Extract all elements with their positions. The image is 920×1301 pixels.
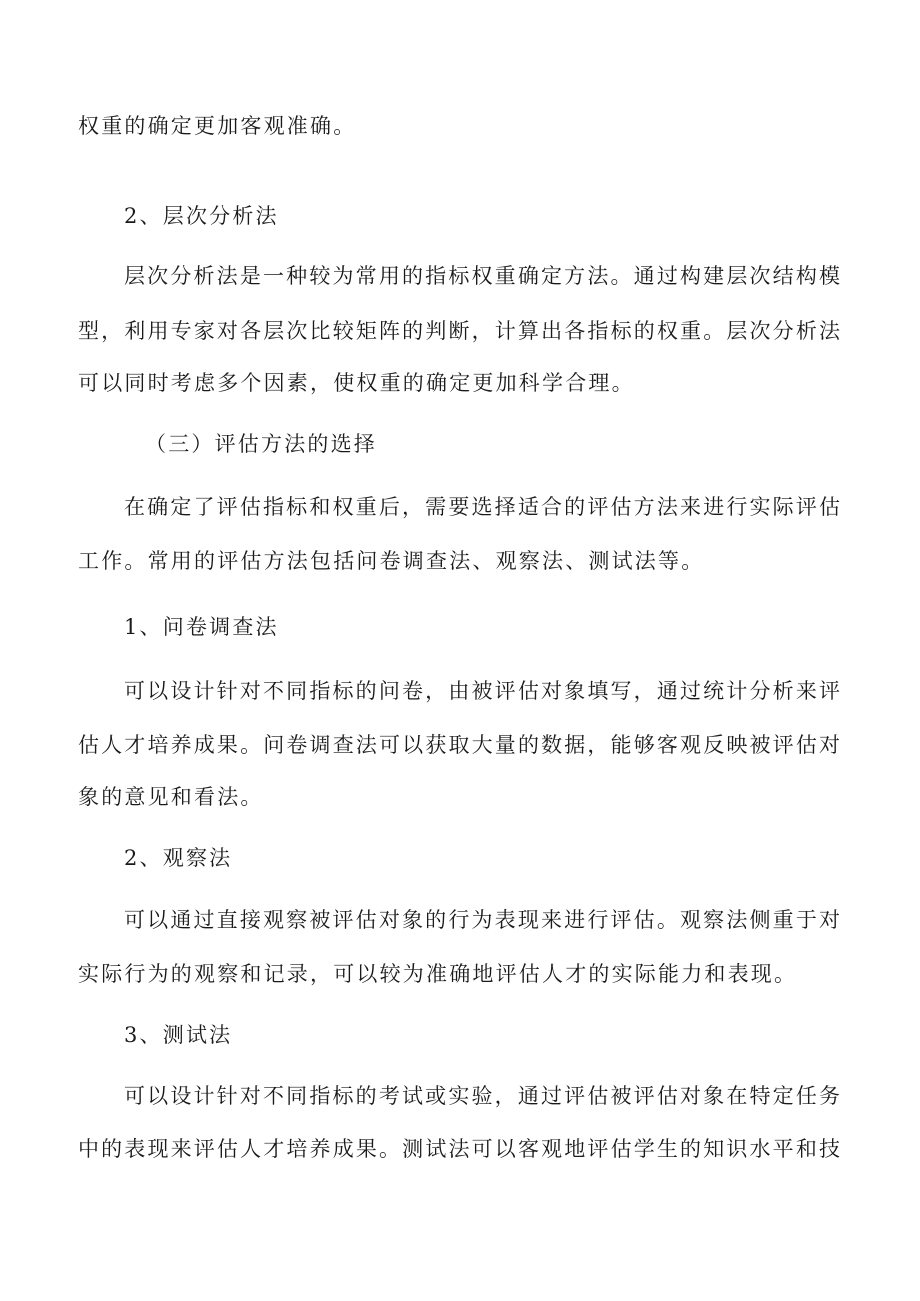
paragraph-line: 实际行为的观察和记录，可以较为准确地评估人才的实际能力和表现。 (78, 962, 798, 986)
section-heading: 3、测试法 (124, 1023, 233, 1047)
paragraph-line: 中的表现来评估人才培养成果。测试法可以客观地评估学生的知识水平和技 (78, 1137, 840, 1161)
paragraph-line: 可以设计针对不同指标的问卷，由被评估对象填写，通过统计分析来评 (124, 679, 840, 703)
paragraph-line: 可以同时考虑多个因素，使权重的确定更加科学合理。 (78, 371, 635, 395)
paragraph-line: 在确定了评估指标和权重后，需要选择适合的评估方法来进行实际评估 (124, 495, 840, 519)
paragraph-line: 可以通过直接观察被评估对象的行为表现来进行评估。观察法侧重于对 (124, 908, 840, 932)
paragraph-line: 权重的确定更加客观准确。 (78, 114, 357, 138)
chapter-heading: （三）评估方法的选择 (145, 432, 377, 456)
paragraph-line: 估人才培养成果。问卷调查法可以获取大量的数据，能够客观反映被评估对 (78, 733, 840, 757)
section-heading: 2、层次分析法 (124, 204, 279, 228)
section-heading: 1、问卷调查法 (124, 615, 279, 639)
paragraph-line: 可以设计针对不同指标的考试或实验，通过评估被评估对象在特定任务 (124, 1084, 840, 1108)
section-heading: 2、观察法 (124, 846, 233, 870)
paragraph-line: 型，利用专家对各层次比较矩阵的判断，计算出各指标的权重。层次分析法 (78, 319, 840, 343)
paragraph-line: 象的意见和看法。 (78, 785, 264, 809)
paragraph-line: 层次分析法是一种较为常用的指标权重确定方法。通过构建层次结构模 (124, 264, 840, 288)
paragraph-line: 工作。常用的评估方法包括问卷调查法、观察法、测试法等。 (78, 549, 705, 573)
